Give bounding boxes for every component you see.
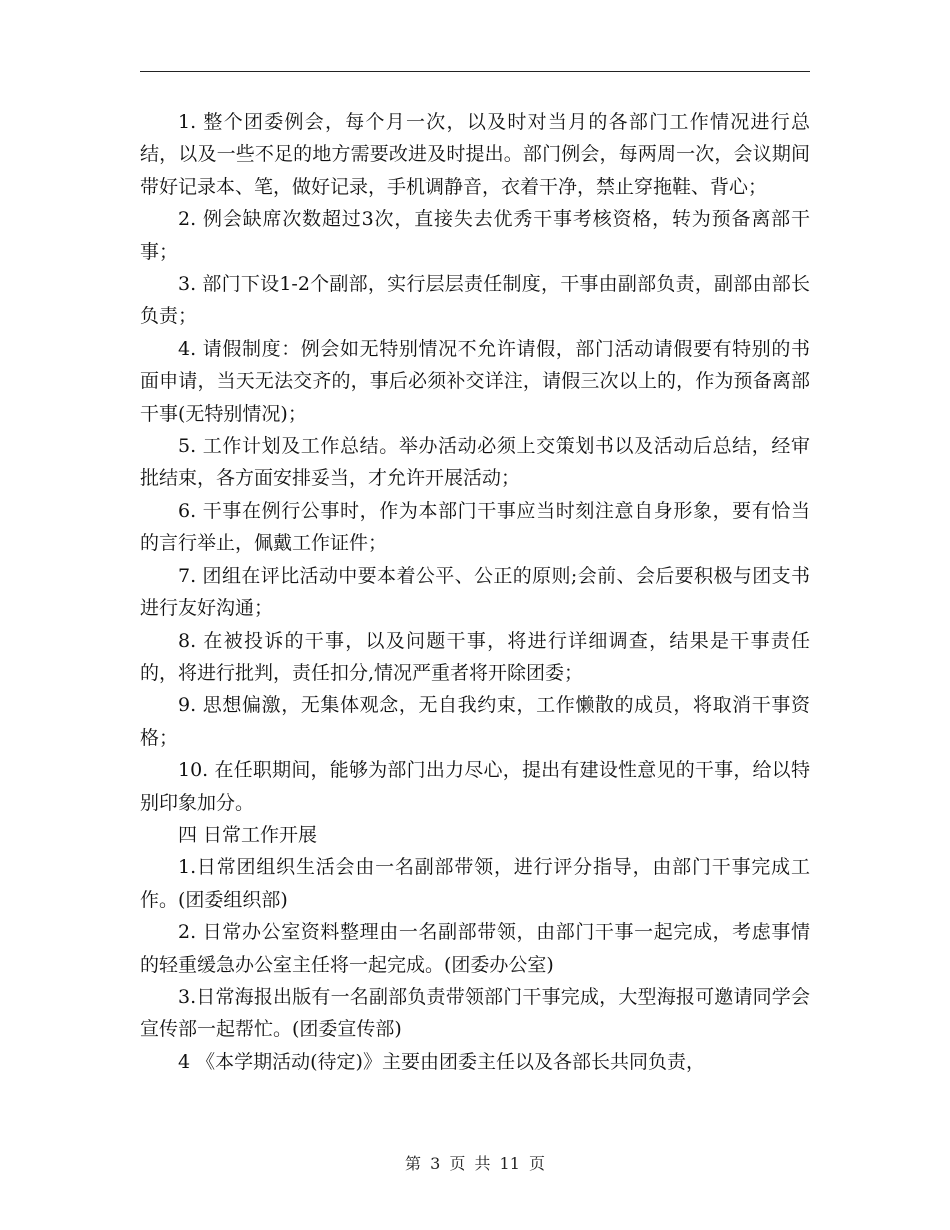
section-heading: 四 日常工作开展 xyxy=(178,823,318,846)
paragraph: 9. 思想偏激，无集体观念，无自我约束，工作懒散的成员，将取消干事资格； xyxy=(140,694,810,749)
page-number: 第 3 页 共 11 页 xyxy=(405,1154,545,1173)
paragraph: 2. 日常办公室资料整理由一名副部带领，由部门干事一起完成，考虑事情的轻重缓急办公室主任将一起完成。(团委办公室) xyxy=(140,921,810,976)
paragraph: 6. 干事在例行公事时，作为本部门干事应当时刻注意自身形象，要有恰当的言行举止，佩戴工作证件； xyxy=(140,499,810,555)
header-rule xyxy=(140,71,810,72)
paragraph: 2. 例会缺席次数超过3次，直接失去优秀干事考核资格，转为预备离部干事； xyxy=(140,208,810,263)
paragraph: 7. 团组在评比活动中要本着公平、公正的原则;会前、会后要积极与团支书进行友好沟通； xyxy=(140,564,810,620)
paragraph: 4 《本学期活动(待定)》主要由团委主任以及各部长共同负责， xyxy=(178,1050,705,1073)
paragraph: 1.日常团组织生活会由一名副部带领，进行评分指导，由部门干事完成工作。(团委组织部) xyxy=(140,856,810,911)
paragraph: 5. 工作计划及工作总结。举办活动必须上交策划书以及活动后总结，经审批结束，各方面安排妥当，才允许开展活动； xyxy=(140,435,810,490)
paragraph: 1. 整个团委例会，每个月一次，以及时对当月的各部门工作情况进行总结，以及一些不足的地方需要改进及时提出。部门例会，每两周一次，会议期间带好记录本、笔，做好记录，手机调静音，衣着干净，禁止穿拖鞋、背心； xyxy=(140,111,810,198)
paragraph: 3. 部门下设1-2个副部，实行层层责任制度，干事由副部负责，副部由部长负责； xyxy=(140,273,810,328)
paragraph: 10. 在任职期间，能够为部门出力尽心，提出有建设性意见的干事，给以特别印象加分。 xyxy=(140,759,810,814)
document-body xyxy=(140,106,810,1078)
paragraph: 3.日常海报出版有一名副部负责带领部门干事完成，大型海报可邀请同学会宣传部一起帮忙。(团委宣传部) xyxy=(140,985,810,1041)
paragraph: 4. 请假制度：例会如无特别情况不允许请假，部门活动请假要有特别的书面申请，当天无法交齐的，事后必须补交详注，请假三次以上的，作为预备离部干事(无特别情况)； xyxy=(140,337,810,425)
paragraph: 8. 在被投诉的干事，以及问题干事，将进行详细调查，结果是干事责任的，将进行批判，责任扣分,情况严重者将开除团委； xyxy=(140,629,810,684)
